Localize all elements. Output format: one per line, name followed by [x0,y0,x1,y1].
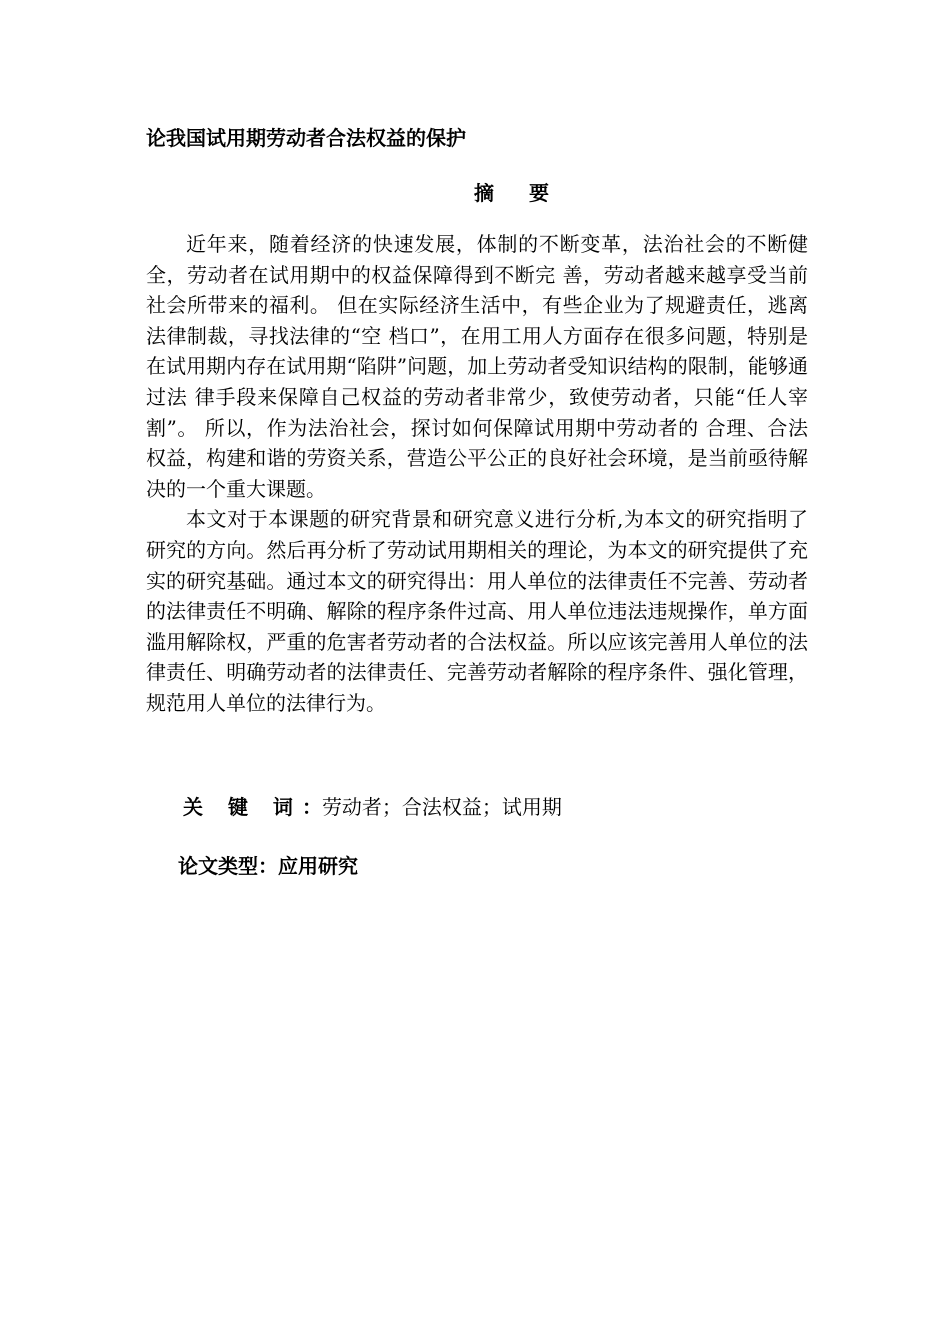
abstract-body [146,229,808,719]
keywords-label: 关 键 词 [183,795,302,819]
abstract-paragraph: 本文对于本课题的研究背景和研究意义进行分析,为本文的研究指明了研究的方向。然后再分析了劳动试用期相关的理论，为本文的研究提供了充实的研究基础。通过本文的研究得出：用人单位的法律责任不完善、劳动者的法律责任不明确、解除的程序条件过高、用人单位违法违规操作，单方面滥用解除权，严重的危害者劳动者的合法权益。所以应该完善用人单位的法律责任、明确劳动者的法律责任、完善劳动者解除的程序条件、强化管理，规范用人单位的法律行为。 [146,507,808,715]
abstract-paragraph: 近年来，随着经济的快速发展，体制的不断变革，法治社会的不断健全，劳动者在试用期中的权益保障得到不断完 善，劳动者越来越享受当前社会所带来的福利。 但在实际经济生活中，有些企业为了规避责任，逃离法律制裁，寻找法律的“空 档口”，在用工用人方面存在很多问题，特别是在试用期内存在试用期“陷阱”问题，加上劳动者受知识结构的限制，能够通过法 律手段来保障自己权益的劳动者非常少，致使劳动者，只能“任人宰割”。 所以，作为法治社会，探讨如何保障试用期中劳动者的 合理、合法权益，构建和谐的劳资关系，营造公平公正的良好社会环境，是当前亟待解决的一个重大课题。 [146,232,808,501]
keywords-line [183,792,562,822]
keywords-colon: ： [301,795,322,819]
keywords-value: 劳动者；合法权益；试用期 [321,795,562,819]
paper-type: 论文类型：应用研究 [178,854,358,878]
paper-title: 论我国试用期劳动者合法权益的保护 [146,126,466,150]
abstract-heading: 摘 要 [474,181,563,205]
